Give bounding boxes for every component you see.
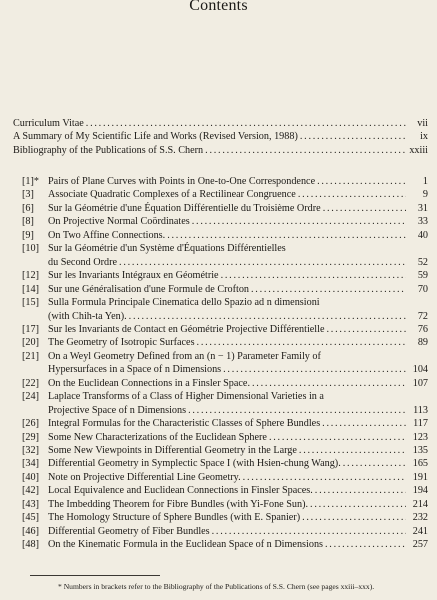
entry-page: 194 xyxy=(412,485,428,497)
entry-number: [26] xyxy=(22,418,39,430)
entry-page: 241 xyxy=(412,525,428,537)
entry-number: [9] xyxy=(22,229,34,241)
entry-title: (with Chih-ta Yen). xyxy=(48,310,127,322)
leader-dots xyxy=(119,257,406,269)
entry-page: 40 xyxy=(417,229,428,241)
entry-title: Sur la Géométrie d'un Système d'Équations Différentielles xyxy=(48,243,286,255)
entry-page: 70 xyxy=(417,283,428,295)
leader-dots xyxy=(310,499,406,511)
entry-number: [8] xyxy=(22,216,34,228)
toc-entry xyxy=(22,270,428,282)
entry-number: [12] xyxy=(22,270,39,282)
entry-number: [48] xyxy=(22,539,39,551)
entry-page: 123 xyxy=(412,431,428,443)
entry-title: Local Equivalence and Euclidean Connections in Finsler Spaces. xyxy=(48,485,313,497)
toc-entry xyxy=(22,216,428,228)
entry-page: 9 xyxy=(422,189,428,201)
toc-entry xyxy=(22,203,428,215)
entry-title: du Second Ordre xyxy=(48,256,118,268)
leader-dots xyxy=(167,230,406,242)
entry-page: 31 xyxy=(417,202,428,214)
toc-entry xyxy=(22,526,428,538)
leader-dots xyxy=(302,512,406,524)
entry-title: The Geometry of Isotropic Surfaces xyxy=(48,337,195,349)
leader-dots xyxy=(325,539,406,551)
entry-number: [43] xyxy=(22,498,39,510)
leader-dots xyxy=(221,270,406,282)
entry-title: Bibliography of the Publications of S.S. Chern xyxy=(13,145,204,156)
leader-dots xyxy=(269,432,406,444)
entry-number: [20] xyxy=(22,337,39,349)
entry-title: Differential Geometry in Symplectic Space I (with Hsien-chung Wang). xyxy=(48,458,341,470)
entry-number: [24] xyxy=(22,391,39,403)
entry-number: [40] xyxy=(22,471,39,483)
toc-entry xyxy=(22,485,428,497)
entry-title: Some New Viewpoints in Differential Geometry in the Large xyxy=(48,445,297,456)
entry-page: 135 xyxy=(412,445,428,456)
toc-entry xyxy=(22,257,428,269)
entry-page: 1 xyxy=(422,176,428,187)
entry-title: Pairs of Plane Curves with Points in One-to-One Correspondence xyxy=(48,176,316,187)
entry-page: xxiii xyxy=(409,145,428,156)
entry-number: [10] xyxy=(22,243,39,255)
leader-dots xyxy=(252,378,406,390)
entry-number: [34] xyxy=(22,458,39,470)
leader-dots xyxy=(129,311,406,323)
entry-number: [32] xyxy=(22,445,39,456)
front-matter-entry xyxy=(13,145,428,157)
leader-dots xyxy=(317,176,406,188)
toc-entry xyxy=(22,378,428,390)
leader-dots xyxy=(212,526,406,538)
entry-title: Sur les Invariants Intégraux en Géométrie xyxy=(48,270,219,282)
toc-entry xyxy=(22,324,428,336)
leader-dots xyxy=(326,324,406,336)
entry-number: [17] xyxy=(22,323,39,335)
entry-number: [45] xyxy=(22,512,39,524)
entry-page: 214 xyxy=(412,498,428,510)
entry-number: [15] xyxy=(22,297,39,309)
entry-page: 165 xyxy=(412,458,428,470)
entry-number: [3] xyxy=(22,189,34,201)
entry-number: [46] xyxy=(22,525,39,537)
entry-title: On a Weyl Geometry Defined from an (n − 1) Parameter Family of xyxy=(48,350,321,362)
entry-number: [14] xyxy=(22,283,39,295)
entry-title: Laplace Transforms of a Class of Higher Dimensional Varieties in a xyxy=(48,391,324,403)
entry-page: 191 xyxy=(412,471,428,483)
entry-page: 107 xyxy=(412,377,428,389)
entry-title: On Projective Normal Coördinates xyxy=(48,216,190,228)
entry-number: [42] xyxy=(22,485,39,497)
leader-dots xyxy=(192,216,406,228)
entry-title: The Homology Structure of Sphere Bundles (with E. Spanier) xyxy=(48,512,301,524)
leader-dots xyxy=(299,445,406,457)
toc-entry xyxy=(22,230,428,242)
toc-entry xyxy=(22,539,428,551)
front-matter-entry xyxy=(13,118,428,130)
toc-entry-line xyxy=(22,297,320,309)
leader-dots xyxy=(322,418,406,430)
toc-entry xyxy=(22,405,428,417)
entry-title: Some New Characterizations of the Euclidean Sphere xyxy=(48,431,267,443)
entry-title: On the Kinematic Formula in the Euclidean Space of n Dimensions xyxy=(48,539,323,551)
entry-number: [21] xyxy=(22,350,39,362)
toc-entry-line xyxy=(22,243,286,255)
entry-title: The Imbedding Theorem for Fibre Bundles (with Yi-Fone Sun). xyxy=(48,498,309,510)
toc-entry xyxy=(22,499,428,511)
entry-title: Sur la Géométrie d'une Équation Différentielle du Troisième Ordre xyxy=(48,202,321,214)
toc-entry xyxy=(22,432,428,444)
leader-dots xyxy=(251,284,406,296)
entry-title: Differential Geometry of Fiber Bundles xyxy=(48,525,210,537)
leader-dots xyxy=(243,472,406,484)
entry-title: Integral Formulas for the Characteristic Classes of Sphere Bundles xyxy=(48,418,321,430)
toc-entry xyxy=(22,337,428,349)
toc-entry xyxy=(22,284,428,296)
leader-dots xyxy=(86,118,406,130)
entry-title: On Two Affine Connections. xyxy=(48,229,166,241)
toc-entry-line xyxy=(22,351,321,363)
entry-page: 232 xyxy=(412,512,428,524)
toc-entry xyxy=(22,189,428,201)
leader-dots xyxy=(343,458,406,470)
entry-number: [6] xyxy=(22,202,34,214)
entry-page: vii xyxy=(417,118,428,129)
page-title: Contents xyxy=(189,0,248,14)
toc-entry-line xyxy=(22,391,324,403)
footnote: * Numbers in brackets refer to the Bibliography of the Publications of S.S. Chern (see pages xxiii–xxx). xyxy=(58,582,375,591)
entry-number: [1]* xyxy=(22,176,39,187)
entry-title: Associate Quadratic Complexes of a Rectilinear Congruence xyxy=(48,189,296,201)
entry-title: Sur une Généralisation d'une Formule de Crofton xyxy=(48,283,250,295)
toc-entry xyxy=(22,445,428,457)
toc-entry xyxy=(22,418,428,430)
entry-page: 76 xyxy=(417,323,428,335)
leader-dots xyxy=(298,189,406,201)
entry-title: Sulla Formula Principale Cinematica dello Spazio ad n dimensioni xyxy=(48,297,320,309)
entry-page: 104 xyxy=(412,364,428,376)
leader-dots xyxy=(315,485,406,497)
leader-dots xyxy=(300,131,406,143)
toc-entry xyxy=(22,458,428,470)
leader-dots xyxy=(205,145,406,157)
front-matter-entry xyxy=(13,131,428,143)
toc-entry xyxy=(22,311,428,323)
entry-number: [29] xyxy=(22,431,39,443)
entry-page: 117 xyxy=(413,418,428,430)
entry-title: On the Euclidean Connections in a Finsler Space. xyxy=(48,377,251,389)
leader-dots xyxy=(323,203,406,215)
leader-dots xyxy=(188,405,406,417)
entry-title: A Summary of My Scientific Life and Works (Revised Version, 1988) xyxy=(13,131,298,142)
footnote-rule xyxy=(30,575,160,576)
entry-page: 257 xyxy=(412,539,428,551)
entry-page: 72 xyxy=(417,310,428,322)
entry-number: [22] xyxy=(22,377,39,389)
entry-title: Sur les Invariants de Contact en Géométrie Projective Différentielle xyxy=(48,323,325,335)
entry-page: 59 xyxy=(417,270,428,282)
toc-entry xyxy=(22,364,428,376)
leader-dots xyxy=(197,337,406,349)
entry-page: 89 xyxy=(417,337,428,349)
entry-title: Note on Projective Differential Line Geometry. xyxy=(48,471,241,483)
toc-entry xyxy=(22,512,428,524)
toc-entry xyxy=(22,472,428,484)
toc-entry xyxy=(22,176,428,188)
leader-dots xyxy=(223,364,406,376)
entry-title: Projective Space of n Dimensions xyxy=(48,404,187,416)
entry-page: 113 xyxy=(413,404,428,416)
entry-title: Hypersurfaces in a Space of n Dimensions xyxy=(48,364,222,376)
entry-page: 52 xyxy=(417,256,428,268)
entry-title: Curriculum Vitae xyxy=(13,118,84,129)
entry-page: 33 xyxy=(417,216,428,228)
entry-page: ix xyxy=(420,131,428,142)
